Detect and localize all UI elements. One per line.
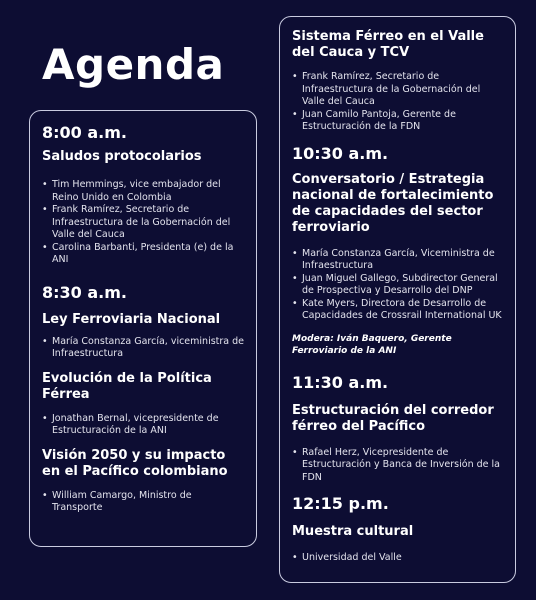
page-title: Agenda (42, 40, 225, 89)
speaker-list (292, 248, 503, 323)
speaker-item: • Frank Ramírez, Secretario de Infraestructura de la Gobernación del Valle del Cauca (42, 204, 244, 242)
speaker-list (42, 490, 244, 515)
speaker-item: • Carolina Barbanti, Presidenta (e) de la ANI (42, 242, 244, 267)
session-title: Conversatorio / Estrategia nacional de fortalecimiento de capacidades del sector ferroviario (292, 171, 494, 235)
speaker-item: • William Camargo, Ministro de Transporte (42, 490, 244, 515)
time-slot: 10:30 a.m. (292, 143, 389, 163)
speaker-item: • Tim Hemmings, vice embajador del Reino Unido en Colombia (42, 179, 244, 204)
speaker-list (42, 336, 244, 361)
session-title: Saludos protocolarios (42, 149, 202, 164)
time-slot: 8:00 a.m. (42, 123, 127, 142)
speaker-item: • Jonathan Bernal, vicepresidente de Estructuración de la ANI (42, 413, 244, 438)
speaker-list (292, 71, 503, 134)
session-title: Muestra cultural (292, 524, 414, 539)
speaker-item: • Kate Myers, Directora de Desarrollo de Capacidades de Crossrail International UK (292, 298, 503, 323)
speaker-list (42, 413, 244, 438)
speaker-item: • María Constanza García, viceministra de Infraestructura (42, 336, 244, 361)
speaker-item: • Rafael Herz, Vicepresidente de Estructuración y Banca de Inversión de la FDN (292, 447, 503, 485)
speaker-item: • Universidad del Valle (292, 552, 503, 565)
session-title: Ley Ferroviaria Nacional (42, 311, 221, 327)
speaker-item: • Juan Camilo Pantoja, Gerente de Estructuración de la FDN (292, 109, 503, 134)
speaker-item: • Frank Ramírez, Secretario de Infraestructura de la Gobernación del Valle del Cauca (292, 71, 503, 109)
speaker-list (292, 552, 503, 565)
moderator-note: Modera: Iván Baquero, Gerente Ferroviario de la ANI (292, 333, 452, 356)
session-title: Visión 2050 y su impacto en el Pacífico colombiano (42, 447, 228, 479)
speaker-list (42, 179, 244, 267)
speaker-item: • Juan Miguel Gallego, Subdirector General de Prospectiva y Desarrollo del DNP (292, 273, 503, 298)
agenda-card-right (279, 16, 516, 583)
agenda-card-left (29, 110, 257, 547)
time-slot: 11:30 a.m. (292, 372, 389, 392)
session-title: Evolución de la Política Férrea (42, 370, 212, 402)
time-slot: 8:30 a.m. (42, 282, 127, 302)
speaker-list (292, 447, 503, 485)
session-title: Estructuración del corredor férreo del Pacífico (292, 402, 494, 434)
session-title: Sistema Férreo en el Valle del Cauca y TCV (292, 29, 484, 60)
time-slot: 12:15 p.m. (292, 494, 389, 513)
speaker-item: • María Constanza García, Viceministra de Infraestructura (292, 248, 503, 273)
